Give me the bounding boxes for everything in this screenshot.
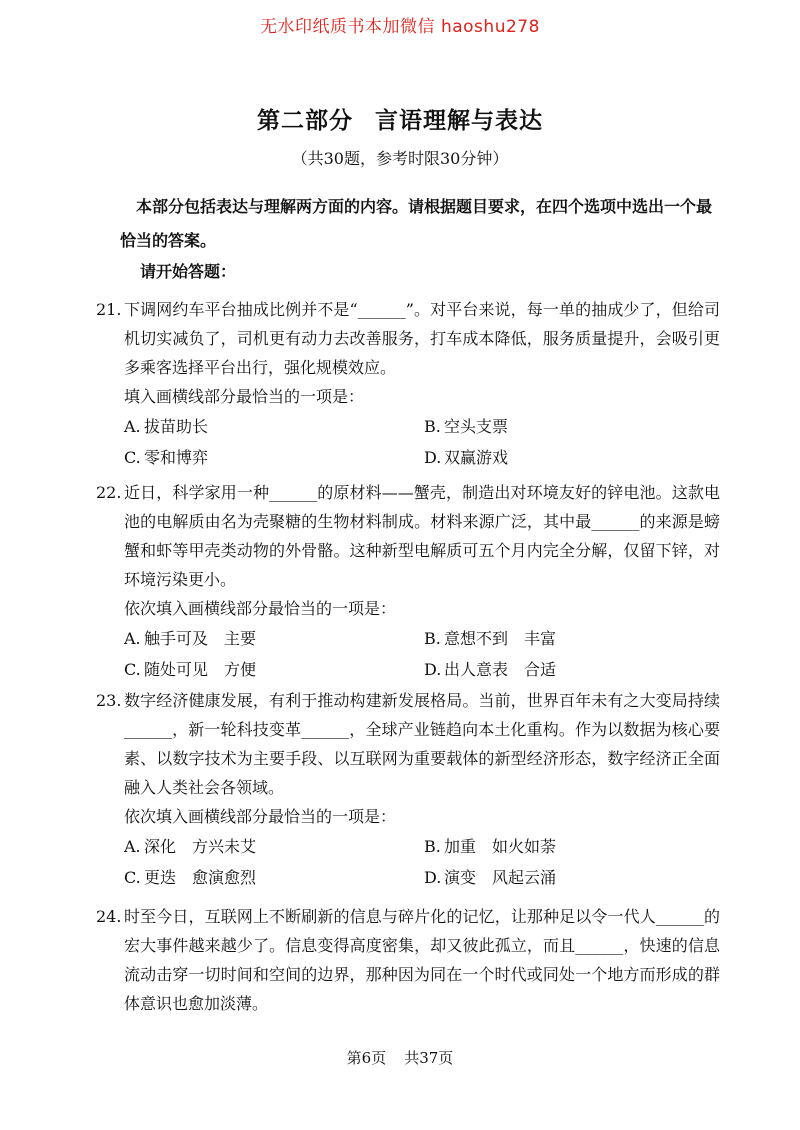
option-key: D.	[424, 868, 442, 887]
option-list	[124, 411, 720, 473]
option-c[interactable]	[124, 862, 424, 893]
option-text: 更迭 愈演愈烈	[144, 868, 257, 887]
option-key: B.	[424, 417, 441, 436]
option-b[interactable]	[424, 411, 724, 442]
page-footer	[0, 1047, 800, 1068]
question-number: 24.	[96, 907, 122, 926]
instructions-text: 本部分包括表达与理解两方面的内容。请根据题目要求，在四个选项中选出一个最恰当的答案。	[120, 197, 713, 250]
question-22	[96, 478, 720, 685]
option-text: 零和博弈	[144, 448, 209, 467]
option-text: 随处可见 方便	[144, 660, 257, 679]
question-21	[96, 295, 720, 473]
option-text: 拔苗助长	[144, 417, 209, 436]
section-instructions	[120, 190, 720, 258]
section-title-name: 言语理解与表达	[375, 108, 543, 134]
option-text: 双赢游戏	[444, 448, 509, 467]
section-subtitle: （共30题，参考时限30分钟）	[291, 149, 509, 168]
option-list	[124, 623, 720, 685]
question-prompt: 填入画横线部分最恰当的一项是：	[124, 387, 365, 406]
option-key: C.	[124, 660, 141, 679]
option-c[interactable]	[124, 654, 424, 685]
option-list	[124, 831, 720, 893]
option-key: A.	[124, 837, 141, 856]
question-stem: 数字经济健康发展，有利于推动构建新发展格局。当前，世界百年未有之大变局持续______，新一轮科技变革______，全球产业链趋向本土化重构。作为以数据为核心要素、以数字技术为主要手段、以互联网为重要载体的新型经济形态，数字经济正全面融入人类社会各领域。	[124, 691, 720, 797]
question-24	[96, 902, 720, 1018]
option-b[interactable]	[424, 831, 724, 862]
question-stem: 时至今日，互联网上不断刷新的信息与碎片化的记忆，让那种足以令一代人______的宏大事件越来越少了。信息变得高度密集，却又彼此孤立，而且______，快速的信息流动击穿一切时间和空间的边界，那种因为同在一个时代或同处一个地方而形成的群体意识也愈加淡薄。	[124, 907, 720, 1013]
option-d[interactable]	[424, 654, 724, 685]
question-number: 23.	[96, 691, 122, 710]
option-d[interactable]	[424, 862, 724, 893]
option-key: D.	[424, 448, 442, 467]
option-text: 演变 风起云涌	[444, 868, 557, 887]
option-a[interactable]	[124, 831, 424, 862]
option-text: 意想不到 丰富	[444, 629, 557, 648]
option-c[interactable]	[124, 442, 424, 473]
option-key: C.	[124, 448, 141, 467]
question-stem: 下调网约车平台抽成比例并不是“______”。对平台来说，每一单的抽成少了，但给司机切实减负了，司机更有动力去改善服务，打车成本降低，服务质量提升，会吸引更多乘客选择平台出行，强化规模效应。	[124, 300, 720, 377]
question-number: 21.	[96, 300, 122, 319]
section-title-part: 第二部分	[257, 108, 353, 134]
question-prompt: 依次填入画横线部分最恰当的一项是：	[124, 807, 397, 826]
question-number: 22.	[96, 483, 122, 502]
option-text: 加重 如火如荼	[444, 837, 557, 856]
watermark-text: 无水印纸质书本加微信 haoshu278	[260, 17, 540, 37]
option-text: 空头支票	[444, 417, 509, 436]
question-prompt: 依次填入画横线部分最恰当的一项是：	[124, 599, 397, 618]
question-stem: 近日，科学家用一种______的原材料——蟹壳，制造出对环境友好的锌电池。这款电池的电解质由名为壳聚糖的生物材料制成。材料来源广泛，其中最______的来源是螃蟹和虾等甲壳类动物的外骨骼。这种新型电解质可五个月内完全分解，仅留下锌，对环境污染更小。	[124, 483, 720, 589]
option-a[interactable]	[124, 623, 424, 654]
start-prompt: 请开始答题：	[140, 262, 237, 281]
option-key: D.	[424, 660, 442, 679]
page-number: 第6页	[346, 1049, 387, 1067]
section-title	[0, 102, 800, 135]
option-text: 触手可及 主要	[144, 629, 257, 648]
option-key: B.	[424, 629, 441, 648]
option-key: B.	[424, 837, 441, 856]
option-key: C.	[124, 868, 141, 887]
option-a[interactable]	[124, 411, 424, 442]
option-d[interactable]	[424, 442, 724, 473]
option-text: 出人意表 合适	[444, 660, 557, 679]
option-b[interactable]	[424, 623, 724, 654]
option-text: 深化 方兴未艾	[144, 837, 257, 856]
question-23	[96, 686, 720, 893]
page-total: 共37页	[404, 1049, 454, 1067]
option-key: A.	[124, 629, 141, 648]
option-key: A.	[124, 417, 141, 436]
